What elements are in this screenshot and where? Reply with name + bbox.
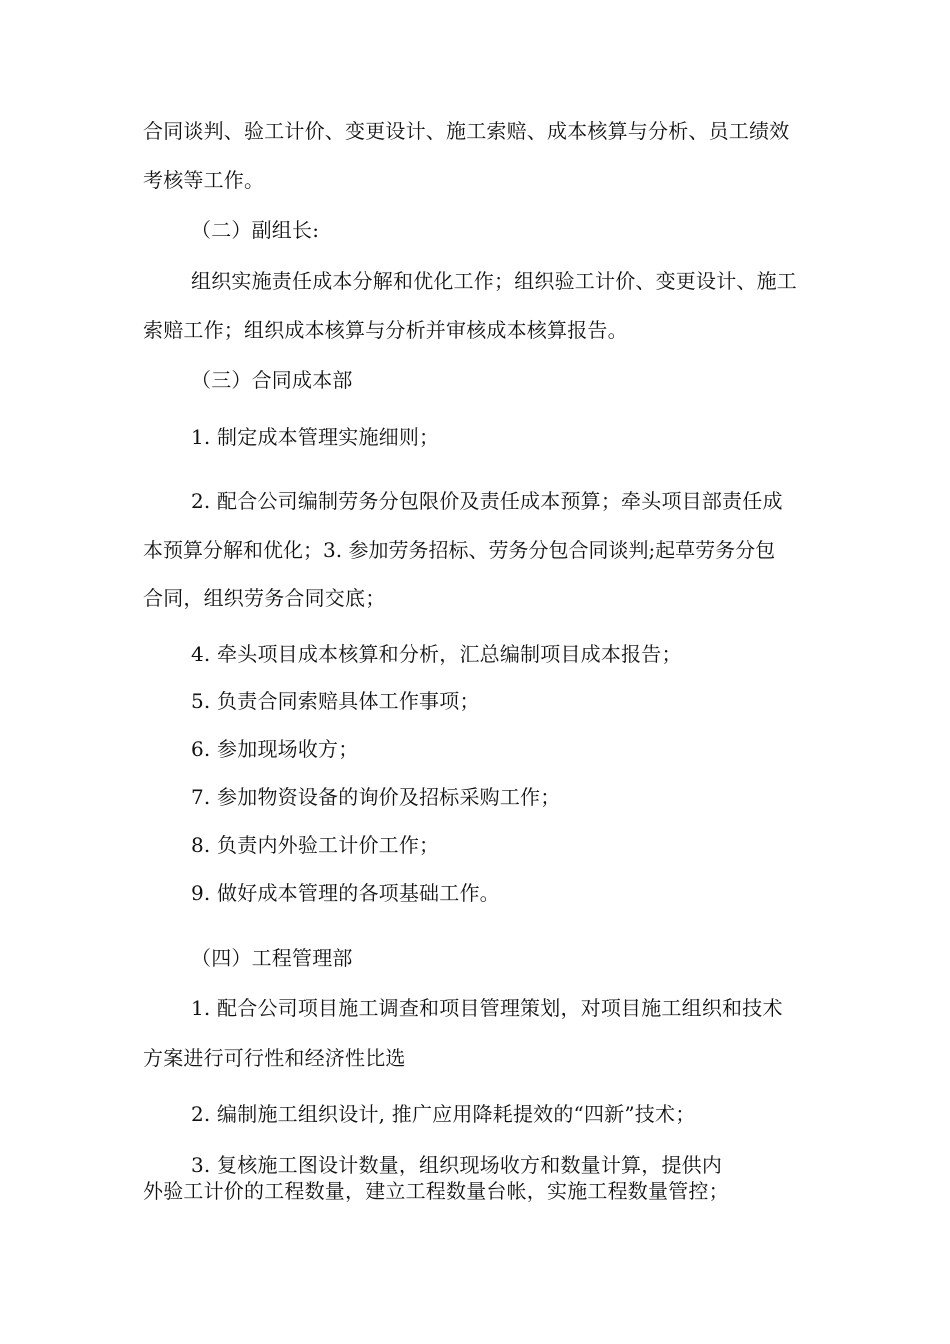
section-heading: （二）副组长: [191,218,320,242]
list-item-continuation: 合同，组织劳务合同交底； [143,586,386,610]
section-heading: （四）工程管理部 [191,946,353,970]
list-item: 6. 参加现场收方； [191,737,359,761]
list-item: 5. 负责合同索赔具体工作事项； [191,689,480,713]
paragraph-line: 索赔工作；组织成本核算与分析并审核成本核算报告。 [143,318,628,342]
list-item: 9. 做好成本管理的各项基础工作。 [191,881,500,905]
paragraph-line: 考核等工作。 [143,168,265,192]
list-item-continuation: 方案进行可行性和经济性比选 [143,1046,406,1070]
list-item: 1. 配合公司项目施工调查和项目管理策划，对项目施工组织和技术 [191,996,783,1020]
list-item: 2. 配合公司编制劳务分包限价及责任成本预算；牵头项目部责任成 [191,489,783,513]
paragraph-line: 合同谈判、验工计价、变更设计、施工索赔、成本核算与分析、员工绩效 [143,119,790,143]
list-item: 1. 制定成本管理实施细则； [191,425,440,449]
list-item-continuation: 本预算分解和优化；3. 参加劳务招标、劳务分包合同谈判;起草劳务分包 [143,538,776,562]
list-item: 7. 参加物资设备的询价及招标采购工作； [191,785,561,809]
list-item: 4. 牵头项目成本核算和分析，汇总编制项目成本报告； [191,642,682,666]
list-item: 3. 复核施工图设计数量，组织现场收方和数量计算，提供内 [191,1153,723,1177]
section-heading: （三）合同成本部 [191,368,353,392]
list-item: 8. 负责内外验工计价工作； [191,833,440,857]
paragraph-line: 组织实施责任成本分解和优化工作；组织验工计价、变更设计、施工 [191,269,797,293]
list-item-continuation: 外验工计价的工程数量，建立工程数量台帐，实施工程数量管控； [143,1179,729,1203]
list-item: 2. 编制施工组织设计, 推广应用降耗提效的“四新”技术； [191,1102,696,1126]
